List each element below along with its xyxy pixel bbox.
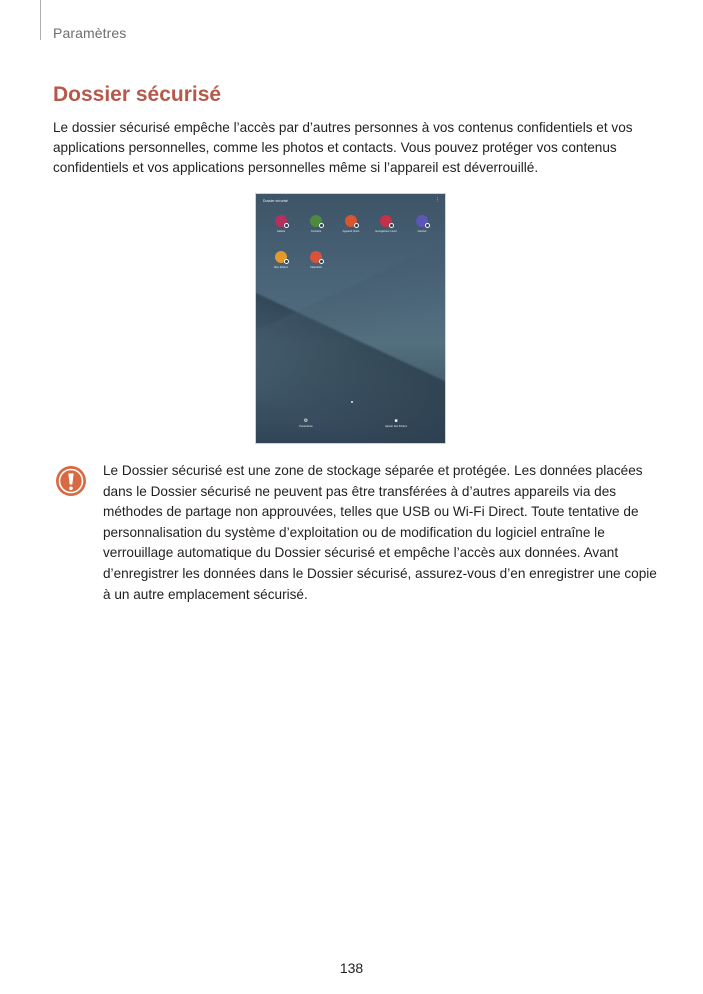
camera-icon	[345, 215, 357, 227]
screenshot-title: Dossier sécurisé	[263, 199, 289, 203]
more-vertical-icon: ⋮	[435, 197, 440, 203]
app-internet: Internet	[409, 215, 435, 233]
warning-note: Le Dossier sécurisé est une zone de stockage séparée et protégée. Les données placées dans le Dossier sécurisé ne peuvent pas être transférées à d’autres appareils via des méthodes de partage non approuvées, telles que USB ou Wi-Fi Direct. Toute tentative de personnalisation du système d’exploitation ou de modification du logiciel entraîne le verrouillage automatique du Dossier sécurisé et empêche l’accès aux données. Avant d’enregistrer les données dans le Dossier sécurisé, assurez-vous d’en enregistrer une copie à un autre emplacement sécurisé.	[103, 463, 657, 602]
section-label: Paramètres	[53, 25, 127, 41]
app-contacts: Contacts	[303, 215, 329, 233]
gallery-icon	[275, 215, 287, 227]
add-files-shortcut: ■ Ajouter des fichiers	[373, 418, 419, 428]
app-calendar: Calendrier	[303, 251, 329, 269]
calendar-icon	[310, 251, 322, 263]
page-title: Dossier sécurisé	[53, 83, 222, 106]
page-number: 138	[339, 960, 364, 976]
app-gallery: Galerie	[268, 215, 294, 233]
secure-folder-screenshot	[255, 193, 446, 444]
app-camera: Appareil photo	[338, 215, 364, 233]
my-files-icon	[275, 251, 287, 263]
contacts-icon	[310, 215, 322, 227]
intro-paragraph: Le dossier sécurisé empêche l’accès par d’autres personnes à vos contenus confidentiels et vos applications personnelles, comme les photos et contacts. Vous pouvez protéger vos contenus confidentiels et vos applications personnelles même si l’appareil est déverrouillé.	[53, 120, 633, 176]
add-files-icon: ■	[394, 418, 398, 424]
internet-icon	[416, 215, 428, 227]
voice-recorder-icon	[380, 215, 392, 227]
app-voice-recorder: Enregistreur vocal	[373, 215, 399, 233]
warning-icon	[55, 465, 87, 497]
home-indicator-dot	[351, 401, 353, 403]
header-divider	[40, 0, 41, 40]
gear-icon: ⚙	[303, 418, 309, 424]
settings-shortcut: ⚙ Paramètres	[283, 418, 329, 428]
app-my-files: Mes fichiers	[268, 251, 294, 269]
